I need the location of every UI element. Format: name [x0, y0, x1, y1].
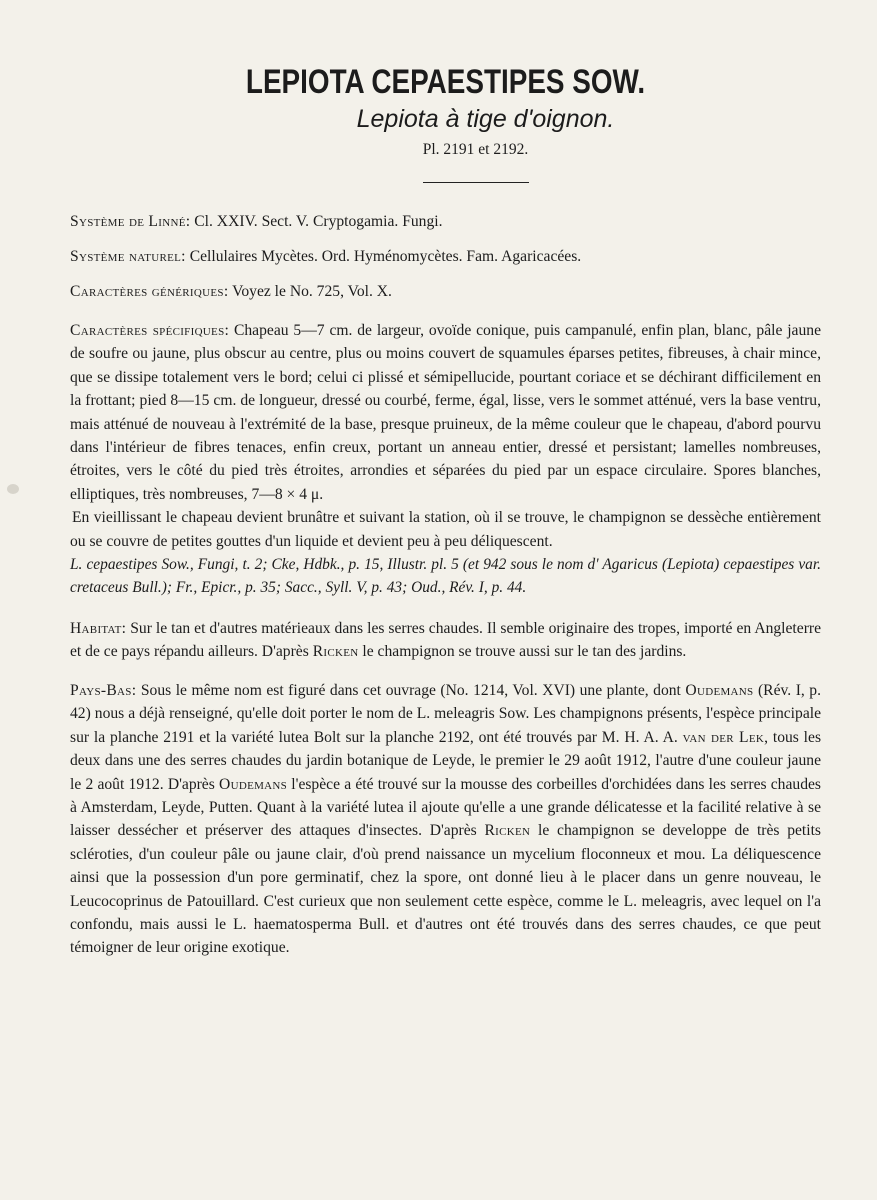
habitat-ricken: Ricken: [312, 643, 359, 661]
references-text-a: L. cepaestipes Sow., Fungi, t. 2; Cke, Hdbk., p. 15, Illustr. pl. 5 (et 942 sous le nom d' Agaricus (: [70, 556, 668, 574]
page-smudge: [7, 484, 19, 494]
plate-reference: Pl. 2191 et 2192.: [422, 141, 529, 158]
caracteres-specifiques-text: Chapeau 5—7 cm. de largeur, ovoïde conique, puis campanulé, enfin plan, blanc, pâle jaune de soufre ou jaune, plus obscur au centre, plus ou moins couvert de squamules éparses petites, fibreuses, à chair mince, que se dissipe totalement vers le bord; celui ci plissé et sémipellucide, pourtant coriace et se déchirant difficilement en la frottant; pied 8—15 cm. de longueur, dressé ou courbé, ferme, égal, lisse, vers le sommet atténué, vers la base ventru, mais atténué de nouveau à l'extrémité de la base, presque pruineux, de la même couleur que le chapeau, d'abord pourvu dans l'intérieur de fibres tenaces, enfin creux, portant un anneau entier, dressé et persistant; lamelles nombreuses, étroites, vers le côté du pied très étroites, arrondies et séparées du pied par un espace circulaire. Spores blanches, elliptiques, très nombreuses, 7—8 × 4 μ.: [70, 322, 821, 503]
pays-bas-text-5: le champignon se developpe de très petits scléroties, d'un couleur pâle ou jaune clair, d'où prend naissance un mycelium floconneux et mou. La déliquescence ainsi que la possession d'un pore germinatif, chez la spore, ont donné lieu à le placer dans un genre nouveau, le Leucocoprinus de Patouillard. C'est curieux que non seulement cette espèce, comme le L. meleagris, avec lequel on l'a confondu, mais aussi le L. haematosperma Bull. et d'autres ont été trouvés dans des serres chaudes, ce que peut témoigner de leur origine exotique.: [70, 822, 821, 957]
systeme-naturel: [70, 246, 821, 267]
pays-bas-oudemans-2: Oudemans: [219, 775, 288, 793]
pays-bas-oudemans-1: Oudemans: [685, 681, 754, 699]
pays-bas-text-1: Sous le même nom est figuré dans cet ouvrage (No. 1214, Vol. XVI) une plante, dont: [140, 681, 681, 699]
title-divider: [423, 182, 529, 183]
references-text-b: Lepiota) cepaestipes var. cretaceus Bull.); Fr., Epicr., p. 35; Sacc., Syll. V, p. 43; Oud., Rév. I, p. 44.: [70, 556, 821, 597]
pays-bas-paragraph: [70, 679, 821, 960]
vieillissement-paragraph: En vieillissant le chapeau devient brunâtre et suivant la station, où il se trouve, le champignon se dessèche entièrement ou se couvre de petites gouttes d'un liquide et devient peu à peu déliquescent.: [70, 509, 821, 550]
caracteres-specifiques: [70, 319, 821, 506]
systeme-linne: [70, 211, 821, 232]
pays-bas-label: Pays-Bas:: [70, 681, 137, 699]
caracteres-generiques-label: Caractères génériques:: [70, 283, 229, 300]
caracteres-specifiques-label: Caractères spécifiques:: [70, 322, 230, 339]
common-name-subtitle: Lepiota à tige d'oignon.: [356, 105, 615, 133]
systeme-naturel-text: Cellulaires Mycètes. Ord. Hyménomycètes. Fam. Agaricacées.: [189, 248, 582, 265]
habitat-text-a: Sur le tan et d'autres matérieaux dans les serres chaudes. Il semble originaire des tropes, importé en Angleterre et de ce pays répandu ailleurs. D'après: [70, 620, 821, 661]
page-title: LEPIOTA CEPAESTIPES SOW.: [245, 63, 646, 101]
pays-bas-ricken: Ricken: [484, 822, 531, 840]
references-paragraph: [70, 553, 821, 599]
pays-bas-text-2: (Rév. I, p. 42) nous a déjà renseigné, qu'elle doit porter le nom de L. meleagris Sow. Les champignons présents, l'espèce principale sur la planche 2191 et la variété lutea Bolt sur la planche 2192, ont été trouvés par M. H. A. A.: [70, 681, 821, 746]
pays-bas-text-4: l'espèce a été trouvé sur la mousse des corbeilles d'orchidées dans les serres chaudes à Amsterdam, Leyde, Putten. Quant à la variété lutea il ajoute qu'elle a une grande délicatesse et la facilité relative à se laisser dessécher et préserver des attaques d'insectes. D'après: [70, 775, 821, 840]
caracteres-generiques: [70, 281, 821, 302]
caracteres-generiques-text: Voyez le No. 725, Vol. X.: [232, 283, 392, 300]
habitat-paragraph: [70, 617, 821, 664]
habitat-text-b: le champignon se trouve aussi sur le tan des jardins.: [362, 643, 687, 661]
systeme-linne-text: Cl. XXIV. Sect. V. Cryptogamia. Fungi.: [194, 213, 443, 230]
systeme-naturel-label: Système naturel:: [70, 248, 186, 265]
pays-bas-text-3: , tous les deux dans une des serres chaudes du jardin botanique de Leyde, le premier le 29 août 1912, l'autre d'une couleur jaune le 2 août 1912. D'après: [70, 728, 822, 793]
habitat-label: Habitat:: [70, 620, 127, 638]
pays-bas-van-der-lek: van der Lek: [682, 728, 765, 746]
systeme-linne-label: Système de Linné:: [70, 213, 191, 230]
